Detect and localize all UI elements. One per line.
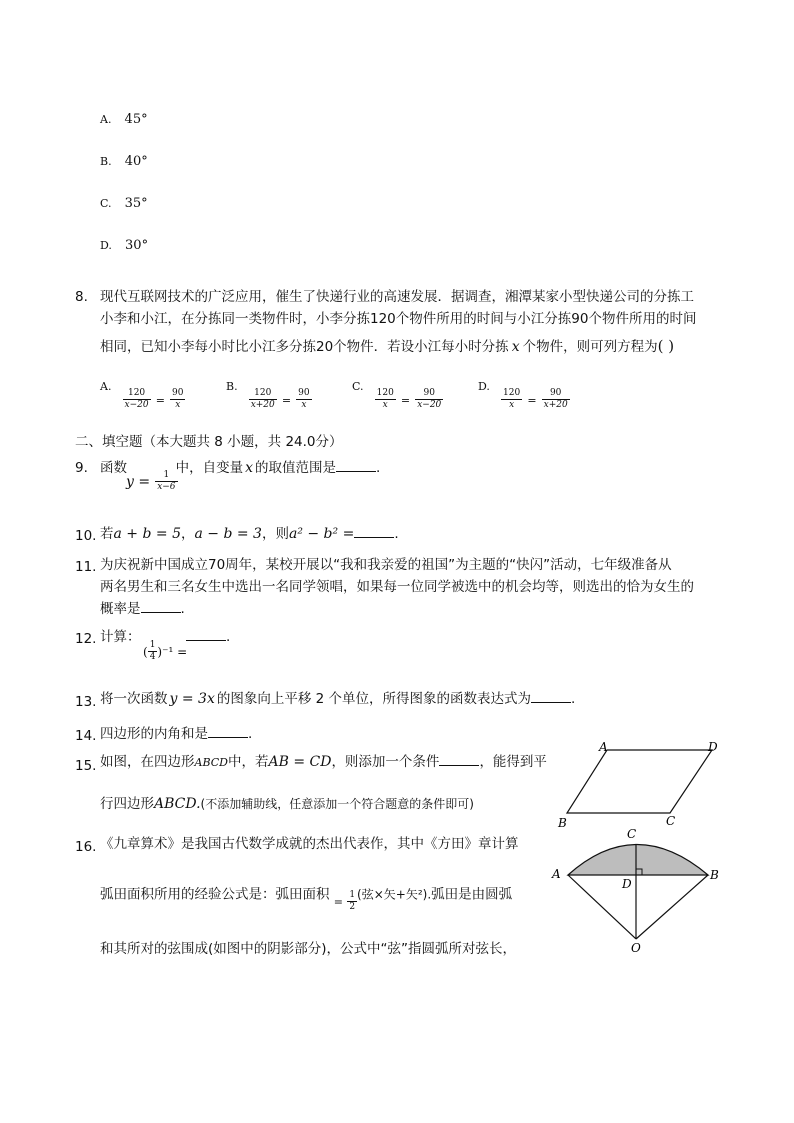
q9-text-b: 中，自变量	[175, 460, 244, 476]
fraction-left	[375, 388, 396, 411]
denominator: x−6	[157, 482, 176, 492]
q9-text-a: 函数	[100, 460, 127, 476]
q16-formula	[334, 890, 357, 913]
option-value: 30°	[125, 238, 149, 253]
q15-line1-c: ，则添加一个条件	[331, 754, 440, 770]
numerator: 120	[503, 388, 521, 398]
numerator: 120	[254, 388, 272, 398]
q9-fraction	[155, 470, 177, 493]
option-value: 45°	[124, 112, 148, 127]
answer-blank	[354, 525, 394, 538]
q14-end: .	[248, 726, 253, 742]
q10-text	[100, 524, 399, 544]
label-c: C	[666, 814, 676, 828]
answer-blank	[531, 690, 571, 703]
answer-blank	[141, 600, 181, 613]
q8-option-a	[100, 380, 185, 411]
q10-eq1: a + b = 5	[113, 526, 181, 542]
open-paren: (	[143, 645, 148, 659]
denominator: x+20	[543, 400, 568, 410]
option-letter: B.	[226, 380, 238, 393]
q8-number: 8.	[75, 289, 88, 305]
q9-formula	[126, 470, 178, 493]
fraction-left	[123, 388, 151, 411]
q15-number: 15.	[75, 758, 97, 774]
label-a: A	[552, 867, 561, 881]
q7-option-d	[100, 234, 148, 253]
option-letter: D.	[100, 239, 112, 252]
fraction-right	[542, 388, 570, 411]
label-b: B	[710, 868, 719, 882]
shaded-segment	[568, 845, 708, 876]
q8-var-x: x	[511, 339, 520, 355]
figure-quadrilateral-abcd	[550, 735, 730, 830]
equals-sign: =	[155, 394, 165, 407]
q7-option-b	[100, 150, 148, 169]
numerator: 1	[349, 890, 356, 900]
option-letter: A.	[100, 113, 112, 126]
q11-line2: 两名男生和三名女生中选出一名同学领唱，如果每一位同学被选中的机会均等，则选出的恰为女生的	[100, 579, 694, 595]
q15-line2	[100, 794, 474, 814]
option-letter: C.	[352, 380, 364, 393]
q8-option-b	[226, 380, 312, 411]
q16-line3: 和其所对的弦围成(如图中的阴影部分)，公式中“弦”指圆弧所对弦长，	[100, 941, 517, 957]
q16-line2-c: 弧田是由圆弧	[431, 886, 513, 903]
denominator: x	[375, 399, 396, 411]
numerator: 90	[423, 388, 435, 398]
option-letter: B.	[100, 155, 112, 168]
q16-line2-a: 弧田面积所用的经验公式是：弧田面积	[100, 886, 330, 903]
q12-number: 12.	[75, 631, 97, 647]
q9-var: x	[245, 460, 253, 476]
answer-blank	[439, 753, 479, 766]
q13-text-b: 的图象向上平移 2 个单位，所得图象的函数表达式为	[216, 691, 532, 707]
q15-line1	[100, 752, 547, 773]
option-letter: A.	[100, 380, 112, 393]
label-b: B	[558, 816, 567, 830]
section-title: 二、填空题（本大题共 8 小题，共 24.0分）	[75, 434, 343, 450]
denominator: 4	[149, 652, 156, 662]
q10-number: 10.	[75, 528, 97, 544]
q16-line2	[100, 876, 512, 913]
q16-eq: =	[333, 895, 344, 909]
q9-number: 9.	[75, 460, 88, 476]
label-c: C	[627, 827, 637, 841]
q13-eq: y = 3x	[169, 691, 215, 707]
option-letter: C.	[100, 197, 112, 210]
q16-line1: 《九章算术》是我国古代数学成就的杰出代表作，其中《方田》章计算	[100, 836, 519, 852]
q10-sep: ，	[180, 526, 195, 542]
q12-expr-tail: )⁻¹ =	[157, 645, 188, 659]
q13-text-a: 将一次函数	[100, 691, 168, 707]
q14-text-content: 四边形的内角和是	[100, 726, 208, 742]
q8-option-d	[478, 380, 570, 411]
numerator: 90	[172, 388, 184, 398]
equals-sign: =	[527, 394, 537, 407]
answer-blank	[186, 628, 226, 641]
q9-end: .	[376, 460, 381, 476]
q13-text	[100, 689, 575, 709]
q15-line1-a: 如图，在四边形	[100, 754, 195, 770]
q8-line2: 小李和小江，在分拣同一类物件时，小李分拣120个物件所用的时间与小江分拣90个物件所用的时间	[100, 311, 697, 327]
q13-number: 13.	[75, 694, 97, 710]
q8-line3-a: 相同，已知小李每小时比小江多分拣20个物件．若设小江每小时分拣	[100, 339, 509, 355]
radius-ob	[636, 875, 708, 939]
denominator: x	[501, 399, 522, 411]
equals-sign: =	[281, 394, 292, 407]
q13-end: .	[571, 691, 576, 707]
denominator: x	[296, 399, 311, 411]
label-o: O	[631, 941, 641, 955]
q7-option-a	[100, 108, 148, 127]
q10-text-b: ，则	[261, 526, 289, 542]
answer-blank	[336, 459, 376, 472]
q8-line1: 现代互联网技术的广泛应用，催生了快递行业的高速发展．据调查，湘潭某家小型快递公司的分拣工	[100, 289, 694, 305]
label-a: A	[599, 740, 608, 754]
q11-line1: 为庆祝新中国成立70周年，某校开展以“我和我亲爱的祖国”为主题的“快闪”活动，七年级准备从	[100, 557, 672, 573]
fraction-left	[249, 388, 277, 411]
q12-blank-row	[186, 627, 230, 647]
label-d: D	[708, 740, 718, 754]
q8-line3-b: 个物件，则可列方程为	[522, 339, 658, 355]
q7-option-c	[100, 192, 148, 211]
q15-abcd: ABCD	[194, 756, 228, 769]
q15-abcd2: ABCD.	[154, 796, 201, 812]
q11-line3	[100, 599, 185, 619]
quadrilateral-outline	[567, 750, 712, 813]
q8-line3	[100, 336, 674, 357]
option-letter: D.	[478, 380, 490, 393]
fraction-right	[296, 388, 311, 411]
q10-eq2: a − b = 3	[194, 526, 262, 542]
q8-option-c	[352, 380, 443, 411]
q12-text: 计算：	[100, 629, 141, 645]
q12-end: .	[226, 629, 231, 645]
q15-line1-b: 中，若	[227, 754, 269, 770]
q15-line2-a: 行四边形	[100, 796, 154, 812]
q9-y: y =	[126, 474, 151, 490]
q8-answer-paren: ( )	[657, 337, 675, 355]
denominator: x	[170, 399, 185, 411]
fraction-right	[170, 388, 185, 411]
q9-text-c: 的取值范围是	[255, 460, 336, 476]
denominator: x−20	[124, 400, 149, 410]
numerator: 90	[549, 388, 562, 398]
q10-text-a: 若	[100, 526, 114, 542]
equals-sign: =	[400, 394, 411, 407]
q10-expr: a² − b² =	[288, 526, 355, 542]
numerator: 120	[376, 388, 394, 398]
numerator: 120	[127, 388, 146, 398]
q14-number: 14.	[75, 728, 97, 744]
option-value: 35°	[124, 196, 148, 211]
q15-eq: AB = CD	[268, 754, 332, 770]
numerator: 1	[163, 470, 170, 480]
denominator: x−20	[417, 400, 442, 410]
numerator: 1	[149, 640, 156, 650]
q11-number: 11.	[75, 559, 97, 575]
answer-blank	[208, 725, 248, 738]
fraction-left	[501, 388, 522, 411]
q12-fraction	[148, 640, 158, 663]
fraction-right	[415, 388, 443, 411]
q15-line1-d: ，能得到平	[479, 754, 547, 770]
denominator: x+20	[250, 400, 275, 410]
option-value: 40°	[124, 154, 148, 169]
denominator: 2	[349, 902, 356, 912]
q16-half	[347, 890, 357, 913]
q16-line2-b: (弦×矢+矢²).	[357, 887, 432, 902]
q15-line2-b: (不添加辅助线，任意添加一个符合题意的条件即可)	[200, 797, 474, 811]
q11-end: .	[180, 601, 185, 617]
q12-expression	[143, 640, 187, 663]
q16-number: 16.	[75, 839, 97, 855]
q11-line3-text: 概率是	[100, 601, 141, 617]
numerator: 90	[298, 388, 310, 398]
q14-text	[100, 724, 252, 744]
label-d: D	[622, 877, 632, 891]
q10-end: .	[394, 526, 399, 542]
figure-arc-field	[548, 822, 728, 957]
